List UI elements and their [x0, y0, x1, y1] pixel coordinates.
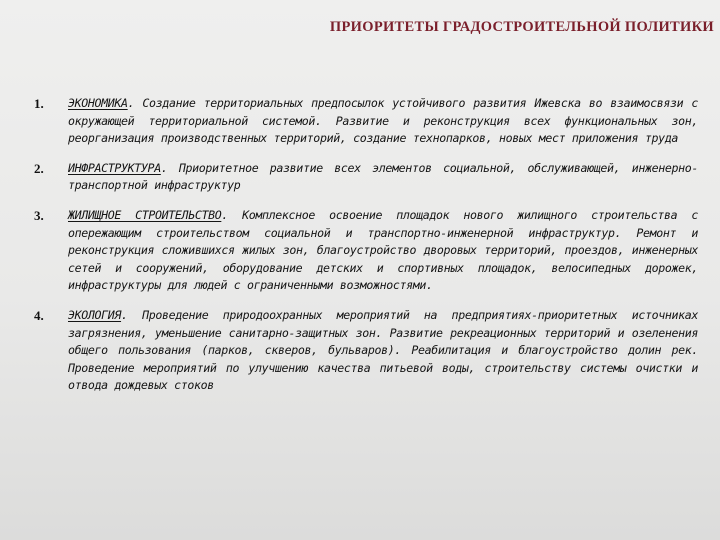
priority-list	[0, 95, 720, 407]
item-number: 2.	[34, 160, 44, 176]
item-body: . Комплексное освоение площадок нового жилищного строительства с опережающим строительством социальной и транспортно-инженерной инфраструктур. Ремонт и реконструкция сложившихся жилых зон, благоустройство дворовых территорий, проездов, инженерных сетей и сооружений, оборудование детских и спортивных площадок, велосипедных дорожек, инфраструктуры для людей с ограниченными возможностями.	[68, 207, 698, 293]
item-lead: ЭКОЛОГИЯ	[68, 307, 122, 322]
item-number: 1.	[34, 96, 44, 111]
list-item	[0, 160, 720, 195]
slide-title: ПРИОРИТЕТЫ ГРАДОСТРОИТЕЛЬНОЙ ПОЛИТИКИ	[329, 19, 714, 35]
item-body: . Проведение природоохранных мероприятий на предприятиях-приоритетных источниках загрязнения, уменьшение санитарно-защитных зон. Развитие рекреационных территорий и озеленения общего пользования (парков, скверов, бульваров). Реабилитация и благоустройство долин рек. Проведение мероприятий по улучшению качества питьевой воды, строительству системы очистки и отвода дождевых стоков	[68, 307, 698, 393]
item-number: 3.	[34, 207, 44, 223]
item-lead: ЖИЛИЩНОЕ СТРОИТЕЛЬСТВО	[68, 207, 222, 222]
item-body: . Приоритетное развитие всех элементов социальной, обслуживающей, инженерно-транспортной инфраструктур	[68, 160, 698, 193]
item-lead: ЭКОНОМИКА	[68, 96, 128, 110]
list-item	[0, 207, 720, 295]
item-body: . Создание территориальных предпосылок устойчивого развития Ижевска во взаимосвязи с окружающей территориальной системой. Развитие и реконструкция всех функциональных зон, реорганизация производственных территорий, создание технопарков, новых мест приложения труда	[68, 96, 698, 146]
item-text	[68, 207, 698, 295]
item-text	[68, 95, 698, 148]
item-text	[68, 307, 698, 395]
item-number: 4.	[34, 307, 44, 323]
list-item	[0, 95, 720, 148]
item-lead: ИНФРАСТРУКТУРА	[68, 160, 161, 175]
list-item	[0, 307, 720, 395]
item-text	[68, 160, 698, 195]
